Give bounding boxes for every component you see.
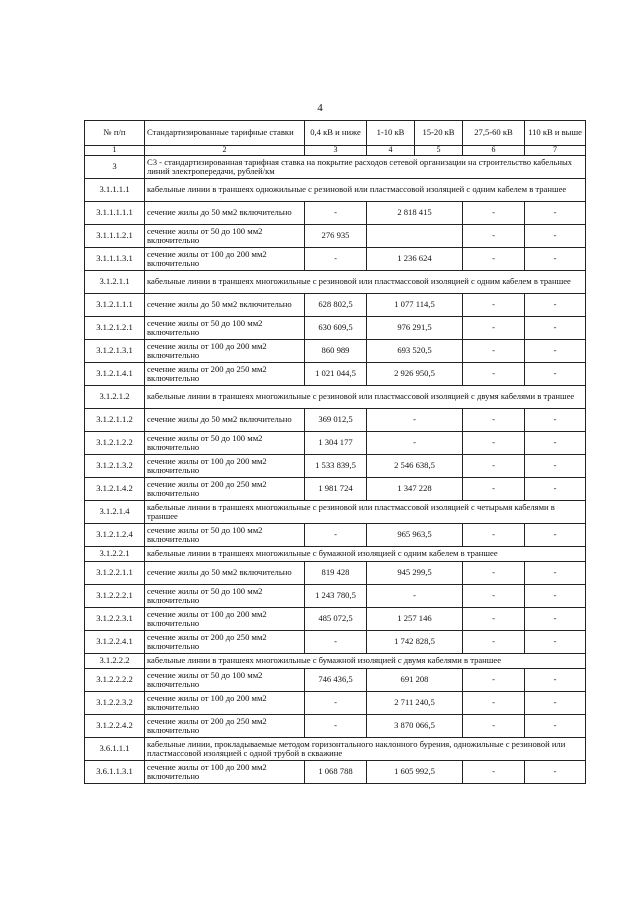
category-row bbox=[85, 271, 586, 294]
value-110kv: - bbox=[525, 294, 586, 317]
value-27-60kv: - bbox=[463, 363, 525, 386]
value-0-4kv: 860 989 bbox=[305, 340, 367, 363]
category-row bbox=[85, 386, 586, 409]
value-1-10kv: 2 546 638,5 bbox=[367, 455, 463, 478]
table-row bbox=[85, 294, 586, 317]
category-number: 3.1.2.2.1 bbox=[85, 547, 145, 562]
value-0-4kv: 1 021 044,5 bbox=[305, 363, 367, 386]
category-description: кабельные линии в траншеях одножильные с резиновой или пластмассовой изоляцией с одним кабелем в траншее bbox=[145, 179, 586, 202]
table-row bbox=[85, 317, 586, 340]
tariff-table bbox=[84, 120, 586, 784]
row-number: 3.1.2.2.3.2 bbox=[85, 692, 145, 715]
column-index: 2 bbox=[145, 146, 305, 156]
row-name: сечение жилы от 100 до 200 мм2 включительно bbox=[145, 608, 305, 631]
row-number: 3.1.2.2.1.1 bbox=[85, 562, 145, 585]
category-number: 3.1.1.1.1 bbox=[85, 179, 145, 202]
header-num: № п/п bbox=[85, 121, 145, 146]
table-row bbox=[85, 524, 586, 547]
row-number: 3.6.1.1.3.1 bbox=[85, 761, 145, 784]
value-1-10kv: - bbox=[367, 409, 463, 432]
value-1-10kv: 1 347 228 bbox=[367, 478, 463, 501]
value-110kv: - bbox=[525, 478, 586, 501]
row-name: сечение жилы от 100 до 200 мм2 включительно bbox=[145, 455, 305, 478]
category-number: 3.1.2.1.4 bbox=[85, 501, 145, 524]
row-name: сечение жилы от 50 до 100 мм2 включительно bbox=[145, 432, 305, 455]
value-110kv: - bbox=[525, 317, 586, 340]
row-number: 3.1.2.1.2.1 bbox=[85, 317, 145, 340]
category-description: кабельные линии в траншеях многожильные с бумажной изоляцией с одним кабелем в траншее bbox=[145, 547, 586, 562]
table-row bbox=[85, 248, 586, 271]
value-27-60kv: - bbox=[463, 432, 525, 455]
row-name: сечение жилы до 50 мм2 включительно bbox=[145, 202, 305, 225]
value-27-60kv: - bbox=[463, 294, 525, 317]
table-row bbox=[85, 363, 586, 386]
row-name: сечение жилы от 200 до 250 мм2 включительно bbox=[145, 363, 305, 386]
value-0-4kv: 1 243 780,5 bbox=[305, 585, 367, 608]
value-0-4kv: 369 012,5 bbox=[305, 409, 367, 432]
value-1-10kv: 2 818 415 bbox=[367, 202, 463, 225]
value-110kv: - bbox=[525, 761, 586, 784]
category-number: 3 bbox=[85, 156, 145, 179]
value-1-10kv: 693 520,5 bbox=[367, 340, 463, 363]
value-27-60kv: - bbox=[463, 455, 525, 478]
value-110kv: - bbox=[525, 340, 586, 363]
column-index-row bbox=[85, 146, 586, 156]
value-110kv: - bbox=[525, 432, 586, 455]
value-110kv: - bbox=[525, 562, 586, 585]
category-description: кабельные линии в траншеях многожильные с резиновой или пластмассовой изоляцией с одним кабелем в траншее bbox=[145, 271, 586, 294]
category-row bbox=[85, 738, 586, 761]
value-0-4kv: 628 802,5 bbox=[305, 294, 367, 317]
value-1-10kv: 1 077 114,5 bbox=[367, 294, 463, 317]
column-index: 5 bbox=[415, 146, 463, 156]
value-110kv: - bbox=[525, 455, 586, 478]
category-number: 3.1.2.1.1 bbox=[85, 271, 145, 294]
value-0-4kv: - bbox=[305, 692, 367, 715]
value-27-60kv: - bbox=[463, 631, 525, 654]
value-110kv: - bbox=[525, 202, 586, 225]
category-row bbox=[85, 547, 586, 562]
category-description: кабельные линии, прокладываемые методом горизонтального наклонного бурения, одножильные с резиновой или пластмассовой изоляцией с одной трубой в скважине bbox=[145, 738, 586, 761]
value-27-60kv: - bbox=[463, 225, 525, 248]
table-row bbox=[85, 692, 586, 715]
row-name: сечение жилы до 50 мм2 включительно bbox=[145, 562, 305, 585]
row-name: сечение жилы от 200 до 250 мм2 включительно bbox=[145, 715, 305, 738]
table-row bbox=[85, 715, 586, 738]
value-110kv: - bbox=[525, 225, 586, 248]
category-number: 3.1.2.1.2 bbox=[85, 386, 145, 409]
value-27-60kv: - bbox=[463, 340, 525, 363]
value-27-60kv: - bbox=[463, 317, 525, 340]
value-0-4kv: - bbox=[305, 248, 367, 271]
category-description: кабельные линии в траншеях многожильные с бумажной изоляцией с двумя кабелями в траншее bbox=[145, 654, 586, 669]
value-1-10kv: 1 742 828,5 bbox=[367, 631, 463, 654]
row-name: сечение жилы от 100 до 200 мм2 включительно bbox=[145, 761, 305, 784]
row-name: сечение жилы от 200 до 250 мм2 включительно bbox=[145, 631, 305, 654]
value-1-10kv: - bbox=[367, 432, 463, 455]
value-1-10kv: 1 236 624 bbox=[367, 248, 463, 271]
value-1-10kv: 945 299,5 bbox=[367, 562, 463, 585]
value-27-60kv: - bbox=[463, 409, 525, 432]
value-27-60kv: - bbox=[463, 692, 525, 715]
value-27-60kv: - bbox=[463, 585, 525, 608]
value-110kv: - bbox=[525, 363, 586, 386]
value-110kv: - bbox=[525, 585, 586, 608]
category-row bbox=[85, 501, 586, 524]
value-110kv: - bbox=[525, 409, 586, 432]
value-0-4kv: 630 609,5 bbox=[305, 317, 367, 340]
header-voltage-4: 27,5-60 кВ bbox=[463, 121, 525, 146]
table-row bbox=[85, 409, 586, 432]
row-number: 3.1.2.1.3.2 bbox=[85, 455, 145, 478]
value-110kv: - bbox=[525, 692, 586, 715]
table-row bbox=[85, 478, 586, 501]
table-row bbox=[85, 585, 586, 608]
row-number: 3.1.2.1.1.2 bbox=[85, 409, 145, 432]
row-number: 3.1.2.2.2.2 bbox=[85, 669, 145, 692]
value-0-4kv: 819 428 bbox=[305, 562, 367, 585]
category-number: 3.6.1.1.1 bbox=[85, 738, 145, 761]
column-index: 6 bbox=[463, 146, 525, 156]
row-name: сечение жилы от 50 до 100 мм2 включительно bbox=[145, 585, 305, 608]
table-row bbox=[85, 562, 586, 585]
value-1-10kv: - bbox=[367, 585, 463, 608]
value-0-4kv: - bbox=[305, 202, 367, 225]
header-voltage-1: 0,4 кВ и ниже bbox=[305, 121, 367, 146]
row-name: сечение жилы от 200 до 250 мм2 включительно bbox=[145, 478, 305, 501]
value-110kv: - bbox=[525, 669, 586, 692]
value-27-60kv: - bbox=[463, 761, 525, 784]
value-0-4kv: 1 304 177 bbox=[305, 432, 367, 455]
value-0-4kv: 746 436,5 bbox=[305, 669, 367, 692]
category-number: 3.1.2.2.2 bbox=[85, 654, 145, 669]
row-name: сечение жилы от 50 до 100 мм2 включительно bbox=[145, 225, 305, 248]
value-1-10kv: 2 926 950,5 bbox=[367, 363, 463, 386]
value-27-60kv: - bbox=[463, 669, 525, 692]
row-name: сечение жилы от 100 до 200 мм2 включительно bbox=[145, 692, 305, 715]
value-1-10kv: 1 605 992,5 bbox=[367, 761, 463, 784]
value-110kv: - bbox=[525, 715, 586, 738]
header-name: Стандартизированные тарифные ставки bbox=[145, 121, 305, 146]
row-name: сечение жилы от 50 до 100 мм2 включительно bbox=[145, 524, 305, 547]
category-description: кабельные линии в траншеях многожильные с резиновой или пластмассовой изоляцией с двумя кабелями в траншее bbox=[145, 386, 586, 409]
value-0-4kv: 276 935 bbox=[305, 225, 367, 248]
row-name: сечение жилы до 50 мм2 включительно bbox=[145, 409, 305, 432]
category-description: С3 - стандартизированная тарифная ставка на покрытие расходов сетевой организации на строительство кабельных линий электропередачи, рублей/км bbox=[145, 156, 586, 179]
value-0-4kv: 485 072,5 bbox=[305, 608, 367, 631]
column-index: 4 bbox=[367, 146, 415, 156]
row-number: 3.1.2.1.1.1 bbox=[85, 294, 145, 317]
value-1-10kv: 965 963,5 bbox=[367, 524, 463, 547]
value-0-4kv: 1 068 788 bbox=[305, 761, 367, 784]
value-27-60kv: - bbox=[463, 202, 525, 225]
row-number: 3.1.1.1.1.1 bbox=[85, 202, 145, 225]
value-27-60kv: - bbox=[463, 524, 525, 547]
tariff-table-body bbox=[85, 156, 586, 784]
row-number: 3.1.2.1.4.2 bbox=[85, 478, 145, 501]
value-110kv: - bbox=[525, 524, 586, 547]
value-110kv: - bbox=[525, 248, 586, 271]
value-1-10kv: 3 870 066,5 bbox=[367, 715, 463, 738]
category-row bbox=[85, 654, 586, 669]
value-0-4kv: - bbox=[305, 524, 367, 547]
value-1-10kv: 2 711 240,5 bbox=[367, 692, 463, 715]
row-number: 3.1.2.1.3.1 bbox=[85, 340, 145, 363]
value-27-60kv: - bbox=[463, 248, 525, 271]
page-number: 4 bbox=[317, 102, 323, 114]
row-number: 3.1.2.1.4.1 bbox=[85, 363, 145, 386]
row-number: 3.1.2.2.4.2 bbox=[85, 715, 145, 738]
value-27-60kv: - bbox=[463, 562, 525, 585]
table-row bbox=[85, 761, 586, 784]
value-1-10kv: 976 291,5 bbox=[367, 317, 463, 340]
value-1-10kv bbox=[367, 225, 463, 248]
table-row bbox=[85, 669, 586, 692]
header-voltage-5: 110 кВ и выше bbox=[525, 121, 586, 146]
column-index: 1 bbox=[85, 146, 145, 156]
row-number: 3.1.2.1.2.4 bbox=[85, 524, 145, 547]
column-index: 7 bbox=[525, 146, 586, 156]
table-row bbox=[85, 202, 586, 225]
row-name: сечение жилы от 50 до 100 мм2 включительно bbox=[145, 317, 305, 340]
row-number: 3.1.2.1.2.2 bbox=[85, 432, 145, 455]
header-row bbox=[85, 121, 586, 146]
column-index: 3 bbox=[305, 146, 367, 156]
row-number: 3.1.1.1.2.1 bbox=[85, 225, 145, 248]
row-name: сечение жилы до 50 мм2 включительно bbox=[145, 294, 305, 317]
row-name: сечение жилы от 100 до 200 мм2 включительно bbox=[145, 248, 305, 271]
row-number: 3.1.2.2.2.1 bbox=[85, 585, 145, 608]
value-1-10kv: 1 257 146 bbox=[367, 608, 463, 631]
row-name: сечение жилы от 50 до 100 мм2 включительно bbox=[145, 669, 305, 692]
row-name: сечение жилы от 100 до 200 мм2 включительно bbox=[145, 340, 305, 363]
value-0-4kv: 1 533 839,5 bbox=[305, 455, 367, 478]
row-number: 3.1.2.2.3.1 bbox=[85, 608, 145, 631]
table-row bbox=[85, 225, 586, 248]
table-row bbox=[85, 340, 586, 363]
row-number: 3.1.2.2.4.1 bbox=[85, 631, 145, 654]
table-row bbox=[85, 608, 586, 631]
value-110kv: - bbox=[525, 608, 586, 631]
value-27-60kv: - bbox=[463, 478, 525, 501]
value-110kv: - bbox=[525, 631, 586, 654]
category-row bbox=[85, 179, 586, 202]
value-0-4kv: - bbox=[305, 631, 367, 654]
value-27-60kv: - bbox=[463, 608, 525, 631]
category-description: кабельные линии в траншеях многожильные с резиновой или пластмассовой изоляцией с четырьмя кабелями в траншее bbox=[145, 501, 586, 524]
header-voltage-2: 1-10 кВ bbox=[367, 121, 415, 146]
value-0-4kv: 1 981 724 bbox=[305, 478, 367, 501]
row-number: 3.1.1.1.3.1 bbox=[85, 248, 145, 271]
table-row bbox=[85, 631, 586, 654]
category-row bbox=[85, 156, 586, 179]
value-27-60kv: - bbox=[463, 715, 525, 738]
table-row bbox=[85, 432, 586, 455]
value-0-4kv: - bbox=[305, 715, 367, 738]
value-1-10kv: 691 208 bbox=[367, 669, 463, 692]
table-row bbox=[85, 455, 586, 478]
header-voltage-3: 15-20 кВ bbox=[415, 121, 463, 146]
